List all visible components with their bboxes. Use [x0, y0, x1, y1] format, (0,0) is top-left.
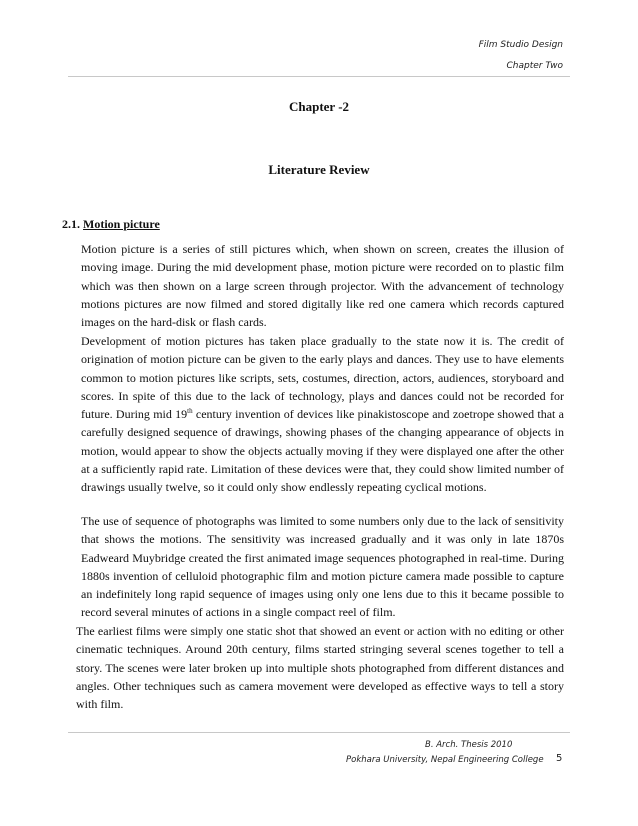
header-divider	[68, 76, 570, 77]
paragraph-2-part-2: century invention of devices like pinakistoscope and zoetrope showed that a carefully designed sequence of drawings, showing phases of the changing appearance of objects in motion, would appear to show the objects actually moving if they were displayed one after the other at a sufficiently rapid rate. Limitation of these devices were that, they could show limited number of drawings usually twelve, so it could only show endlessly repeating cyclical motions.	[81, 407, 564, 495]
paragraph-2	[81, 332, 564, 497]
section-heading: Literature Review	[268, 162, 370, 177]
footer-institution: Pokhara University, Nepal Engineering College	[346, 755, 544, 765]
footer-divider	[68, 732, 570, 733]
paragraph-1: Motion picture is a series of still pictures which, when shown on screen, creates the illusion of moving image. During the mid development phase, motion picture were recorded on to plastic film which was then shown on a large screen through projector. With the advancement of technology motions pictures are now filmed and stored digitally like red one camera which records captured images on the hard-disk or flash cards.	[81, 242, 564, 330]
page-number: 5	[556, 753, 563, 764]
superscript-th: th	[187, 407, 193, 416]
footer-thesis: B. Arch. Thesis 2010	[425, 740, 513, 750]
subsection-heading	[62, 217, 160, 232]
subsection-number: 2.1.	[62, 217, 80, 231]
running-header-title: Film Studio Design	[478, 40, 563, 50]
paragraph-3: The use of sequence of photographs was limited to some numbers only due to the lack of sensitivity that shows the motions. The sensitivity was increased gradually and it was only in late 1870s Eadweard Muybridge created the first animated image sequences photographed in real-time. During 1880s invention of celluloid photographic film and motion picture camera made possible to capture an indefinitely long rapid sequence of images using only one lens due to this it became possible to record several minutes of actions in a single compact reel of film.	[81, 514, 564, 620]
subsection-title: Motion picture	[83, 217, 160, 231]
running-header-chapter: Chapter Two	[506, 61, 563, 71]
chapter-title: Chapter -2	[288, 99, 350, 114]
paragraph-2-part-1: Development of motion pictures has taken place gradually to the state now it is. The credit of origination of motion picture can be given to the early plays and dances. They use to have elements common to motion pictures like scripts, sets, costumes, direction, actors, audiences, storyboard and scores. In spite of this due to the lack of technology, plays and dances could not be recorded for future. During mid 19	[81, 334, 564, 422]
paragraph-4: The earliest films were simply one static shot that showed an event or action with no editing or other cinematic techniques. Around 20th century, films started stringing several scenes together to tell a story. The scenes were later broken up into multiple shots photographed from different distances and angles. Other techniques such as camera movement were developed as effective ways to tell a story with film.	[76, 624, 564, 712]
